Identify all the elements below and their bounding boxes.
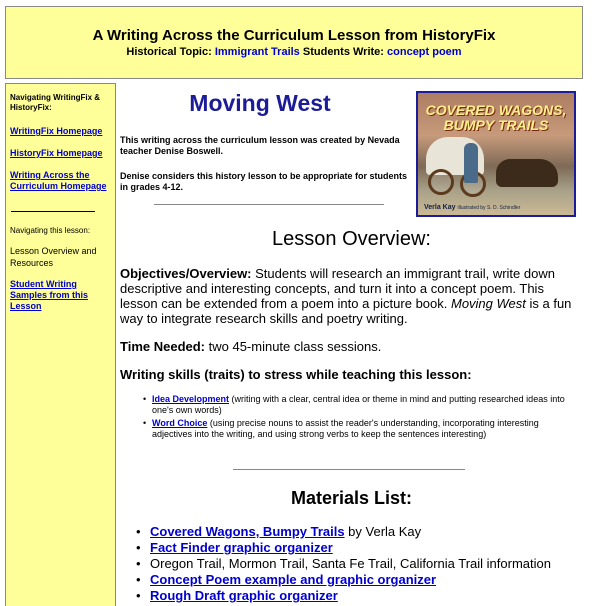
page-header-title: A Writing Across the Curriculum Lesson from HistoryFix [92,27,496,44]
list-item [150,556,570,572]
material-link-rough-draft[interactable]: Rough Draft graphic organizer [150,588,338,603]
sidebar-link-historyfix-home[interactable]: HistoryFix Homepage [10,148,103,158]
trait-description: (writing with a clear, central idea or theme in mind and putting researched ideas into one's own words) [152,394,565,415]
page [5,6,583,606]
page-header [5,6,583,79]
pioneer-illustration [464,143,478,183]
material-link-concept-poem[interactable]: Concept Poem example and graphic organizer [150,572,437,587]
material-link-fact-finder[interactable]: Fact Finder graphic organizer [150,540,333,555]
sidebar-nav-heading: Navigating WritingFix & HistoryFix: [10,93,101,112]
list-item [150,540,570,556]
time-needed [120,339,582,354]
sidebar-divider [11,211,95,212]
book-cover-image[interactable] [416,91,576,217]
sidebar-link-writingfix-home[interactable]: WritingFix Homepage [10,126,103,136]
objectives-italic: Moving West [450,296,526,311]
intro-author: This writing across the curriculum lesson was created by Nevada teacher Denise Boswell. [120,135,400,156]
book-cover-title-line1: COVERED WAGONS, [425,102,567,118]
list-item [152,394,577,416]
time-label: Time Needed: [120,339,206,354]
time-value: two 45-minute class sessions. [205,339,382,354]
divider [154,204,384,205]
materials-list [150,524,570,604]
objectives-text-2: is a fun way to integrate research skills and poetry writing. [120,296,572,326]
trait-link-word-choice[interactable]: Word Choice [152,418,208,428]
page-title: Moving West [189,90,331,116]
list-item [152,418,577,440]
material-text: by Verla Kay [344,524,422,539]
sidebar-lesson-heading: Navigating this lesson: [10,226,91,235]
wagon-wheel [428,169,454,195]
topic-label: Historical Topic: [126,46,212,58]
materials-heading: Materials List: [290,488,413,508]
topic-line [6,46,582,58]
book-illustrator: illustrated by S. D. Schindler [457,205,521,211]
book-cover-credits [424,204,568,211]
trait-link-idea-development[interactable]: Idea Development [152,394,230,404]
material-text: Oregon Trail, Mormon Trail, Santa Fe Trail, California Trail information [150,556,551,571]
objectives-label: Objectives/Overview: [120,266,252,281]
sidebar-lesson-overview: Lesson Overview and Resources [10,246,97,268]
objectives-text-1: Students will research an immigrant trail, write down descriptive and interesting concepts, and turn it into a concept poem. This lesson can be extended from a poem into a picture book. [120,266,555,311]
ox-illustration [496,159,558,187]
book-author: Verla Kay [424,204,456,211]
sidebar [5,83,116,606]
main-content [120,83,583,606]
list-item [150,524,570,540]
sidebar-link-wac-home[interactable]: Writing Across the Curriculum Homepage [10,170,107,191]
list-item [150,588,570,604]
write-value: concept poem [387,46,462,58]
write-label: Students Write: [302,46,384,58]
objectives-paragraph [120,266,582,326]
book-cover-title-line2: BUMPY TRAILS [443,117,549,133]
material-link-book[interactable]: Covered Wagons, Bumpy Trails [150,524,345,539]
sidebar-link-student-samples[interactable]: Student Writing Samples from this Lesson [10,279,89,311]
lesson-overview-heading: Lesson Overview: [272,228,431,250]
trait-description: (using precise nouns to assist the reader's understanding, incorporating interesting adjectives into the writing, and using strong verbs to keep the sentences interesting) [152,418,539,439]
divider [233,469,465,470]
intro-grades: Denise considers this history lesson to be appropriate for students in grades 4-12. [120,171,408,192]
skills-heading: Writing skills (traits) to stress while teaching this lesson: [120,367,472,382]
traits-list [152,394,577,442]
book-cover-title [418,103,574,133]
topic-value: Immigrant Trails [214,46,300,58]
list-item [150,572,570,588]
